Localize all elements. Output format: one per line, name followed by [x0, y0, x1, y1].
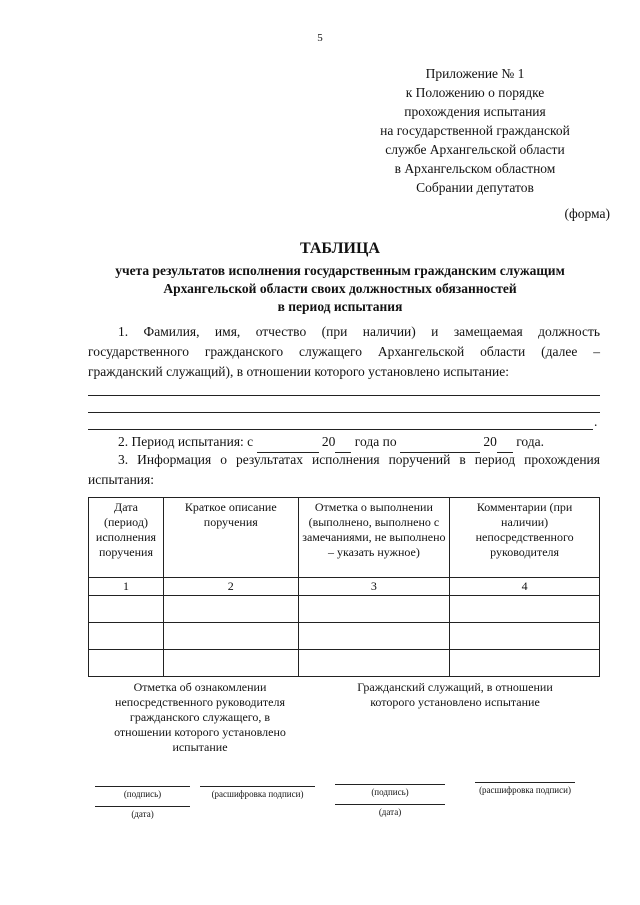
header-comments: Комментарии (при наличии) непосредственного руководителя [450, 498, 600, 578]
table-cell[interactable] [298, 623, 450, 650]
table-cell[interactable] [89, 596, 164, 623]
table-cell[interactable] [163, 596, 298, 623]
supervisor-date-line[interactable] [95, 806, 190, 807]
table-cell[interactable] [298, 650, 450, 677]
item-1-end: . [594, 414, 598, 429]
appendix-line: на государственной гражданской [380, 123, 570, 138]
subtitle-line: учета результатов исполнения государственным гражданским служащим [115, 263, 565, 278]
column-number: 1 [89, 578, 164, 596]
item-3-text: 3. Информация о результатах исполнения поручений в период прохождения испытания: [88, 452, 600, 487]
supervisor-acknowledgement: Отметка об ознакомлении непосредственного руководителя гражданского служащего, в отношении которого установлено испытание [114, 680, 286, 754]
table-cell[interactable] [89, 650, 164, 677]
employee-date-line[interactable] [335, 804, 445, 805]
appendix-line: службе Архангельской области [385, 142, 565, 157]
appendix-line: в Архангельском областном [394, 161, 556, 176]
table-header-row [89, 498, 600, 578]
appendix-line: прохождения испытания [404, 104, 546, 119]
table-cell[interactable] [298, 596, 450, 623]
employee-date-caption: (дата) [378, 807, 402, 817]
column-number: 4 [450, 578, 600, 596]
employee-decode-line[interactable] [475, 782, 575, 783]
supervisor-decode-caption: (расшифровка подписи) [211, 789, 304, 799]
table-row [89, 650, 600, 677]
item-1-text: 1. Фамилия, имя, отчество (при наличии) и замещаемая должность государственного гражданского служащего Архангельской области (далее – гражданский служащий), в отношении которого установлено испытание: [88, 324, 600, 379]
appendix-block [360, 64, 590, 197]
employee-signature-caption: (подпись) [371, 787, 409, 797]
subtitle-line: в период испытания [277, 299, 403, 314]
appendix-line: Собрании депутатов [416, 180, 534, 195]
fill-line[interactable] [88, 395, 600, 396]
period-mid: года по [354, 434, 397, 449]
table-cell[interactable] [450, 596, 600, 623]
document-title: ТАБЛИЦА [300, 240, 380, 257]
fill-line[interactable] [88, 429, 593, 430]
results-table [88, 497, 600, 677]
supervisor-signature-caption: (подпись) [123, 789, 162, 799]
page-number: 5 [317, 32, 323, 44]
appendix-line: Приложение № 1 [425, 66, 525, 81]
employee-signature-line[interactable] [335, 784, 445, 785]
table-cell[interactable] [450, 623, 600, 650]
table-cell[interactable] [163, 650, 298, 677]
subtitle-line: Архангельской области своих должностных обязанностей [163, 281, 517, 296]
column-number: 3 [298, 578, 450, 596]
supervisor-signature-line[interactable] [95, 786, 190, 787]
document-subtitle [60, 262, 620, 316]
column-number: 2 [163, 578, 298, 596]
table-number-row [89, 578, 600, 596]
period-prefix: 2. Период испытания: с [118, 434, 254, 449]
table-cell[interactable] [450, 650, 600, 677]
header-status: Отметка о выполнении (выполнено, выполнено с замечаниями, не выполнено – указать нужное) [298, 498, 450, 578]
table-cell[interactable] [163, 623, 298, 650]
header-date: Дата (период) исполнения поручения [89, 498, 164, 578]
employee-heading: Гражданский служащий, в отношении которого установлено испытание [357, 680, 553, 709]
table-cell[interactable] [89, 623, 164, 650]
table-row [89, 596, 600, 623]
period-suffix: года. [516, 434, 545, 449]
supervisor-decode-line[interactable] [200, 786, 315, 787]
employee-decode-caption: (расшифровка подписи) [479, 785, 571, 795]
period-start-year: 20 [321, 434, 336, 449]
supervisor-date-caption: (дата) [131, 809, 154, 819]
header-description: Краткое описание поручения [163, 498, 298, 578]
form-label: (форма) [564, 206, 610, 221]
fill-line[interactable] [88, 412, 600, 413]
period-end-year: 20 [483, 434, 497, 449]
appendix-line: к Положению о порядке [405, 85, 545, 100]
table-row [89, 623, 600, 650]
